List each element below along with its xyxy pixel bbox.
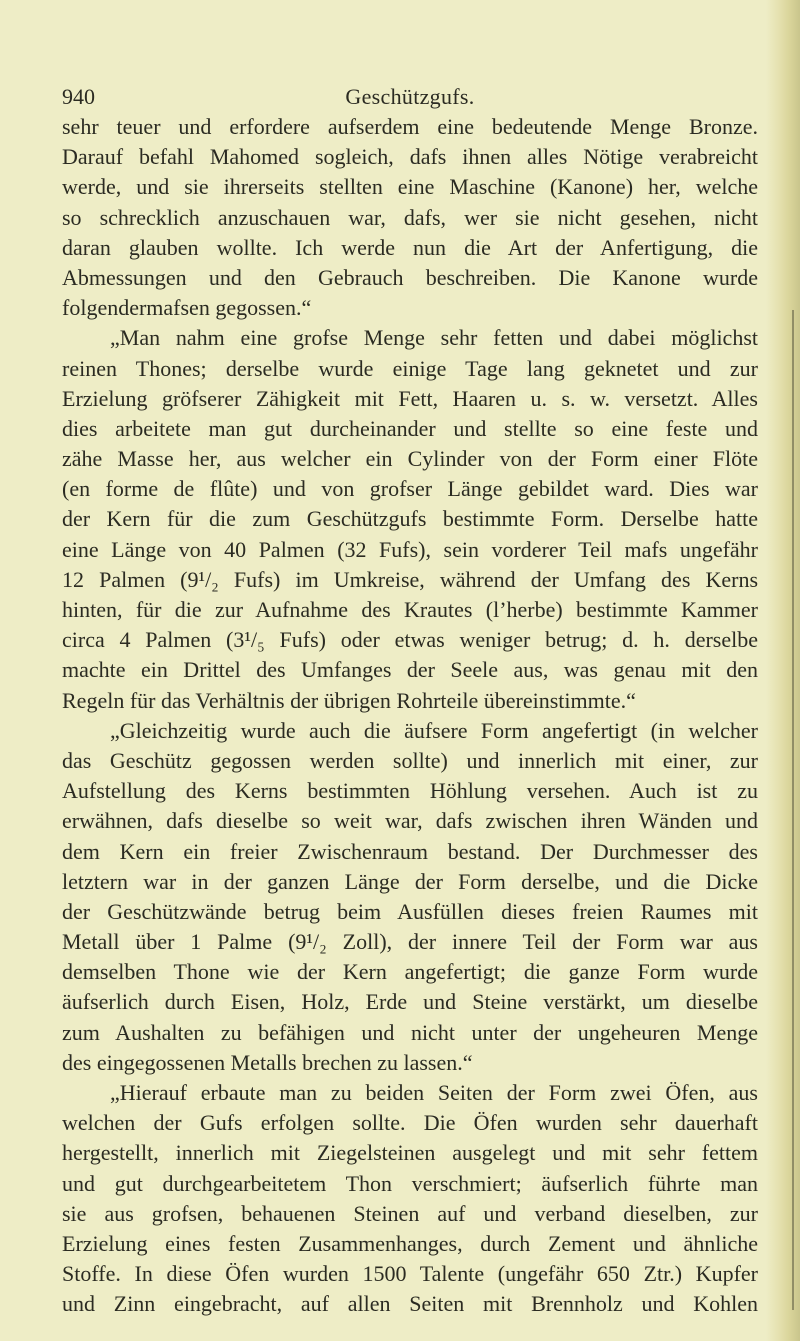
text-line: eine Länge von 40 Palmen (32 Fufs), sein vorderer Teil mafs ungefähr [62,536,758,562]
text-line: und Zinn eingebracht, auf allen Seiten mit Brennholz und Kohlen [62,1291,758,1317]
text-line: machte ein Drittel des Umfanges der Seele aus, was genau mit den [62,657,758,683]
text-line: Metall über 1 Palme (9¹/₂ Zoll), der innere Teil der Form war aus [62,929,758,955]
text-line: „Man nahm eine grofse Menge sehr fetten und dabei möglichst [110,325,758,351]
paragraph [62,716,758,1078]
page-number: 940 [62,84,95,109]
text-line: Regeln für das Verhältnis der übrigen Rohrteile übereinstimmte.“ [62,687,636,713]
text-line: Stoffe. In diese Öfen wurden 1500 Talente (ungefähr 650 Ztr.) Kupfer [62,1261,758,1287]
page-edge-shadow [766,0,800,1341]
page-header [62,84,758,112]
text-line: hergestellt, innerlich mit Ziegelsteinen ausgelegt und mit sehr fettem [62,1140,758,1166]
text-line: werde, und sie ihrerseits stellten eine Maschine (Kanone) her, welche [62,174,758,200]
text-line: das Geschütz gegossen werden sollte) und innerlich mit einer, zur [62,747,758,773]
text-line: zum Aushalten zu befähigen und nicht unter der ungeheuren Menge [62,1019,758,1045]
paragraph [62,1078,758,1320]
text-line: des eingegossenen Metalls brechen zu lassen.“ [62,1049,473,1075]
text-line: Erzielung gröfserer Zähigkeit mit Fett, Haaren u. s. w. versetzt. Alles [62,385,758,411]
text-line: der Geschützwände betrug beim Ausfüllen dieses freien Raumes mit [62,898,758,924]
body-text [62,112,758,1320]
text-line: circa 4 Palmen (3¹/₅ Fufs) oder etwas weniger betrug; d. h. derselbe [62,627,758,653]
text-line: äufserlich durch Eisen, Holz, Erde und Steine verstärkt, um dieselbe [62,989,758,1015]
text-line: folgendermafsen gegossen.“ [62,295,312,321]
text-line: Aufstellung des Kerns bestimmten Höhlung versehen. Auch ist zu [62,778,758,804]
text-line: dem Kern ein freier Zwischenraum bestand. Der Durchmesser des [62,838,758,864]
text-line: reinen Thones; derselbe wurde einige Tage lang geknetet und zur [62,355,758,381]
text-line: Erzielung eines festen Zusammenhanges, durch Zement und ähnliche [62,1230,758,1256]
text-line: Abmessungen und den Gebrauch beschreiben. Die Kanone wurde [62,264,758,290]
text-line: so schrecklich anzuschauen war, dafs, wer sie nicht gesehen, nicht [62,204,758,230]
text-line: 12 Palmen (9¹/₂ Fufs) im Umkreise, während der Umfang des Kerns [62,566,758,592]
text-line: Darauf befahl Mahomed sogleich, dafs ihnen alles Nötige verabreicht [62,144,758,170]
text-line: letztern war in der ganzen Länge der Form derselbe, und die Dicke [62,868,758,894]
paragraph [62,112,758,323]
text-line: und gut durchgearbeitetem Thon verschmiert; äufserlich führte man [62,1170,758,1196]
text-line: hinten, für die zur Aufnahme des Krautes (l’herbe) bestimmte Kammer [62,597,758,622]
running-title: Geschützgufs. [345,84,475,109]
text-line: dies arbeitete man gut durcheinander und stellte so eine feste und [62,415,758,441]
paragraph [62,323,758,715]
text-line: „Hierauf erbaute man zu beiden Seiten der Form zwei Öfen, aus [110,1080,758,1105]
page-edge-line [792,310,794,1310]
text-line: sie aus grofsen, behauenen Steinen auf und verband dieselben, zur [62,1200,758,1226]
text-line: sehr teuer und erfordere aufserdem eine bedeutende Menge Bronze. [62,114,758,139]
text-line: zähe Masse her, aus welcher ein Cylinder von der Form einer Flöte [62,446,758,472]
text-line: daran glauben wollte. Ich werde nun die Art der Anfertigung, die [62,234,758,260]
text-line: welchen der Gufs erfolgen sollte. Die Öfen wurden sehr dauerhaft [62,1110,758,1136]
text-line: (en forme de flûte) und von grofser Länge gebildet ward. Dies war [62,476,758,502]
text-line: der Kern für die zum Geschützgufs bestimmte Form. Derselbe hatte [62,506,758,532]
text-line: „Gleichzeitig wurde auch die äufsere Form angefertigt (in welcher [110,717,758,743]
text-line: demselben Thone wie der Kern angefertigt; die ganze Form wurde [62,959,758,985]
text-line: erwähnen, dafs dieselbe so weit war, dafs zwischen ihren Wänden und [62,808,758,834]
